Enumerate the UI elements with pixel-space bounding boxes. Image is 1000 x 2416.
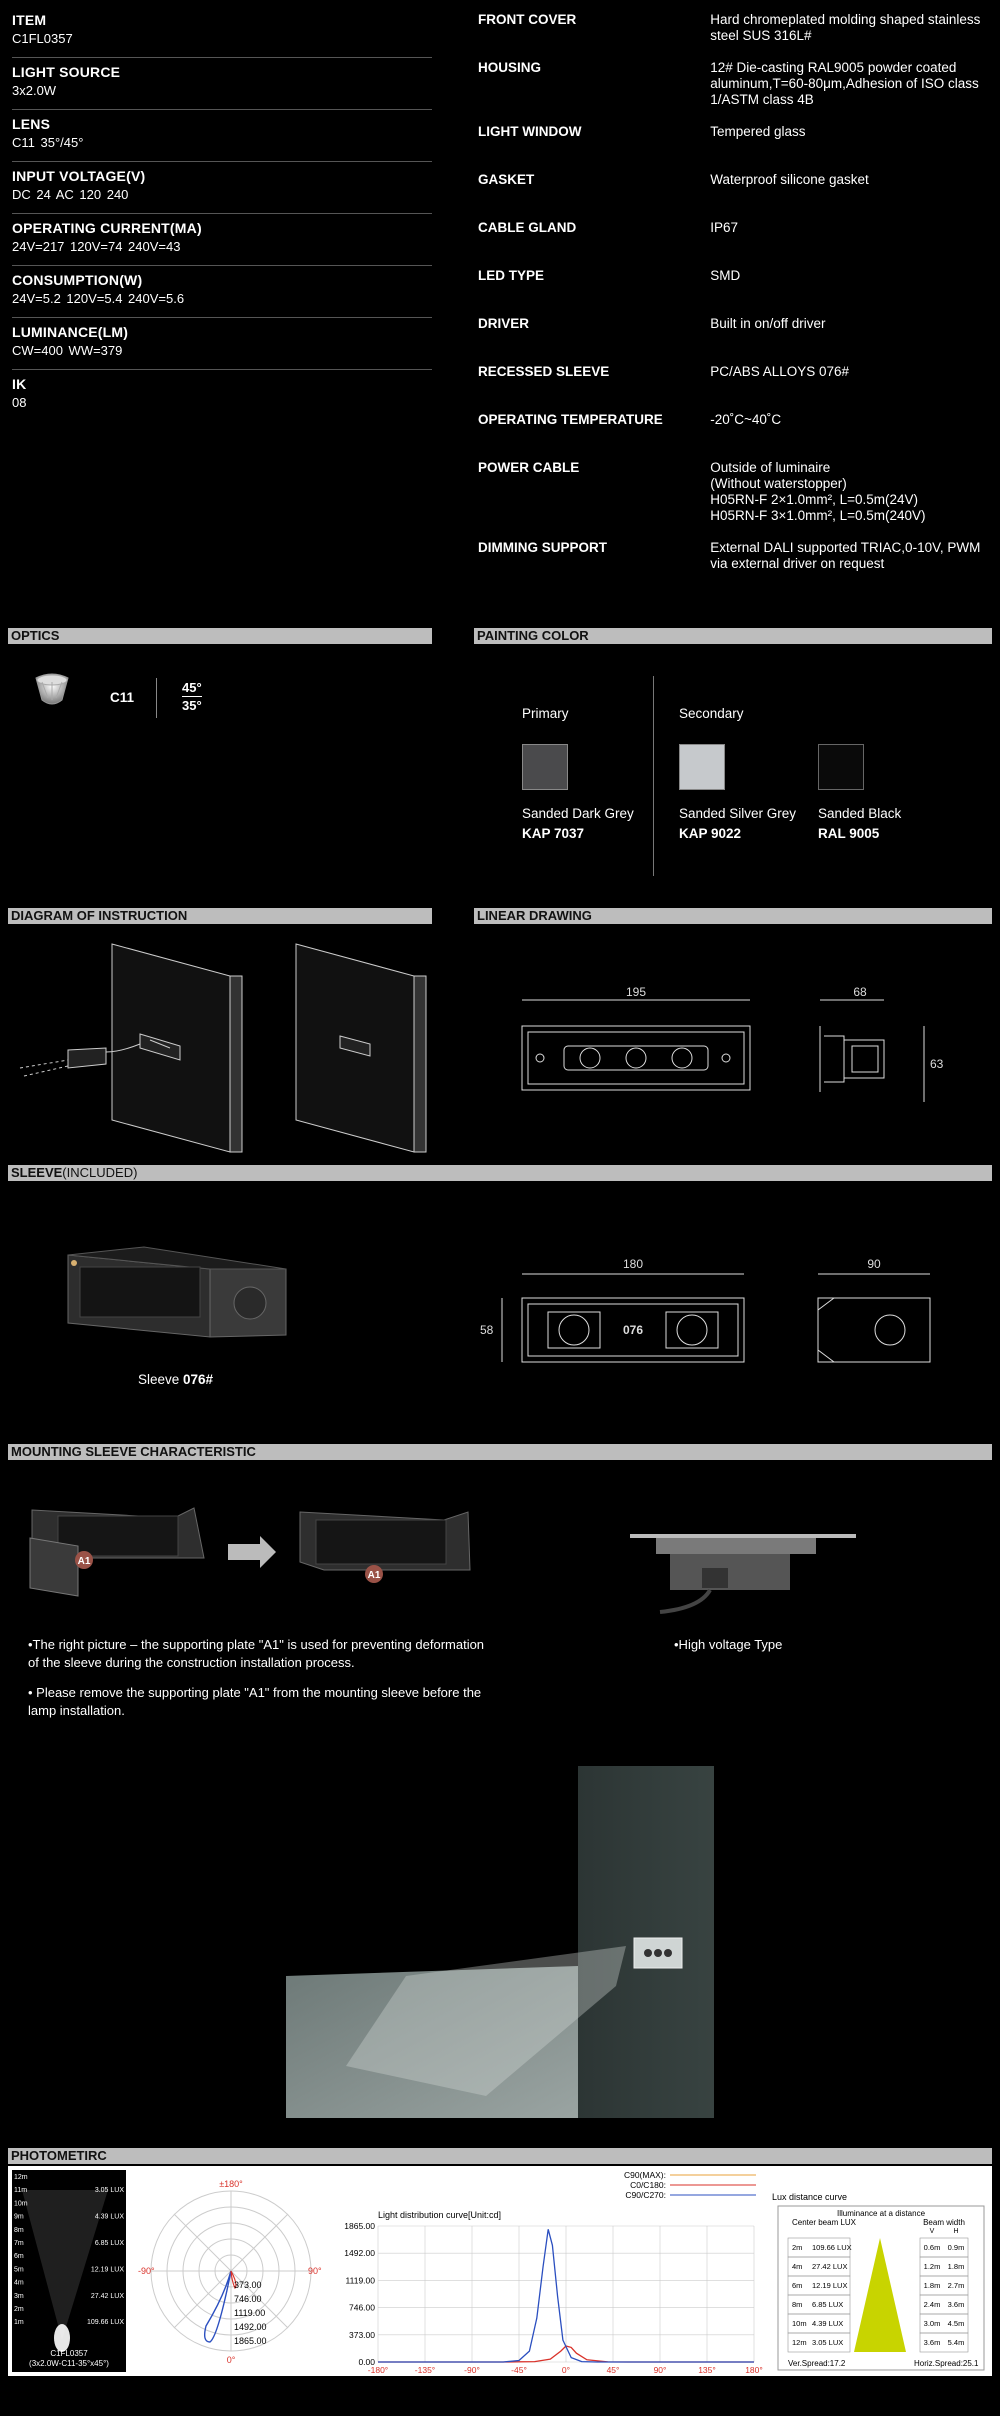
spec-label: RECESSED SLEEVE xyxy=(478,364,610,379)
dimension-height: 63 xyxy=(930,1057,944,1071)
section-header-photometric: PHOTOMETIRC xyxy=(8,2148,992,2164)
lux-distance-table xyxy=(774,2202,988,2372)
lens-name: C11 xyxy=(110,690,135,705)
polar-value: 1119.00 xyxy=(234,2308,266,2318)
spec-label: CONSUMPTION(W) xyxy=(12,272,143,288)
x-tick-label: -180° xyxy=(367,2365,389,2375)
beam-distance-label: 4m xyxy=(14,2279,24,2287)
spec-label: LIGHT WINDOW xyxy=(478,124,582,139)
spec-row xyxy=(478,316,998,332)
sleeve-image xyxy=(60,1245,300,1345)
beam-distance-label: 8m xyxy=(14,2226,24,2234)
spec-row xyxy=(12,168,432,214)
spec-value: C11 35°/45° xyxy=(12,135,84,150)
lux-row-distance: 10m xyxy=(792,2319,807,2328)
color-name: Sanded Silver Grey xyxy=(679,806,797,821)
lux-row-h: 5.4m xyxy=(947,2338,965,2347)
spec-value: Hard chromeplated molding shaped stainless steel SUS 316L# xyxy=(710,12,981,43)
spec-row xyxy=(478,172,998,188)
spec-value: 3x2.0W xyxy=(12,83,57,98)
color-swatch-black[interactable] xyxy=(818,744,864,790)
mounting-note-1: •The right picture – the supporting plate "A1" is used for preventing deformation of the sleeve during the construction installation process. xyxy=(28,1637,485,1670)
polar-value: 1492.00 xyxy=(234,2322,267,2332)
spec-label: INPUT VOLTAGE(V) xyxy=(12,168,146,184)
lux-row-v: 0.6m xyxy=(923,2243,941,2252)
spec-label: OPERATING CURRENT(MA) xyxy=(12,220,202,236)
application-render xyxy=(286,1766,714,2118)
y-tick-label: 746.00 xyxy=(349,2302,375,2313)
spec-label: ITEM xyxy=(12,12,47,28)
mounting-note-3: •High voltage Type xyxy=(674,1637,783,1652)
color-name: Sanded Dark Grey xyxy=(522,806,634,821)
lux-row-v: 3.6m xyxy=(923,2338,941,2347)
x-tick-label: 0° xyxy=(561,2365,571,2375)
spec-row xyxy=(12,324,432,370)
polar-value: 373.00 xyxy=(234,2280,262,2290)
beam-distance-label: 3m xyxy=(14,2292,24,2300)
beam-angle-bottom: 35° xyxy=(182,698,202,713)
spec-label: DRIVER xyxy=(478,316,530,331)
lux-row-h: 3.6m xyxy=(947,2300,965,2309)
spec-value: 24V=217 120V=74 240V=43 xyxy=(12,239,181,254)
dimension-width: 195 xyxy=(625,985,647,999)
y-tick-label: 1492.00 xyxy=(344,2248,375,2259)
spec-value: Built in on/off driver xyxy=(710,316,826,331)
polar-label-top: ±180° xyxy=(219,2179,243,2189)
legend-label: C90/C270: xyxy=(625,2190,666,2200)
beam-lux-label: 109.66 LUX xyxy=(87,2319,124,2327)
beam-caption-2: (3x2.0W-C11-35°x45°) xyxy=(29,2359,109,2368)
beam-distance-label: 5m xyxy=(14,2266,24,2274)
x-tick-label: 90° xyxy=(653,2365,667,2375)
spec-row xyxy=(478,124,998,140)
y-tick-label: 0.00 xyxy=(358,2357,375,2367)
spec-value: External DALI supported TRIAC,0-10V, PWM via external driver on request xyxy=(710,540,981,571)
lux-row-distance: 8m xyxy=(792,2300,803,2309)
beam-distance-label: 11m xyxy=(14,2187,28,2195)
lux-distance-title: Lux distance curve xyxy=(772,2192,848,2202)
beam-distance-label: 1m xyxy=(14,2319,24,2327)
high-voltage-image xyxy=(630,1528,860,1618)
spec-value: 12# Die-casting RAL9005 powder coated aluminum,T=60-80μm,Adhesion of ISO class 1/ASTM class 4B xyxy=(710,60,979,107)
lux-row-distance: 12m xyxy=(792,2338,807,2347)
lux-row-v: 1.2m xyxy=(923,2262,941,2271)
beam-lux-label: 27.42 LUX xyxy=(90,2292,124,2300)
lux-row-h: 2.7m xyxy=(947,2281,965,2290)
polar-value: 746.00 xyxy=(234,2294,262,2304)
beam-distance-label: 9m xyxy=(14,2213,24,2221)
lux-ver-spread: Ver.Spread:17.2 xyxy=(788,2359,846,2368)
lux-row-h: 4.5m xyxy=(947,2319,965,2328)
lens-icon xyxy=(32,672,72,714)
legend-label: C90(MAX): xyxy=(623,2170,666,2180)
spec-row xyxy=(478,220,998,236)
section-header-sleeve xyxy=(8,1165,992,1181)
spec-label: LIGHT SOURCE xyxy=(12,64,121,80)
dimension-depth: 68 xyxy=(853,985,867,999)
lux-row-h: 1.8m xyxy=(947,2262,965,2271)
spec-row xyxy=(478,460,998,524)
color-swatch-silver-grey[interactable] xyxy=(679,744,725,790)
spec-value: CW=400 WW=379 xyxy=(12,343,123,358)
color-code: KAP 9022 xyxy=(679,826,742,841)
x-tick-label: 45° xyxy=(606,2365,620,2375)
spec-row xyxy=(478,268,998,284)
spec-value: -20˚C~40˚C xyxy=(710,412,782,427)
lux-row-value: 6.85 LUX xyxy=(812,2300,844,2309)
x-tick-label: -135° xyxy=(414,2365,436,2375)
beam-diagram xyxy=(12,2170,126,2372)
lux-row-v: 1.8m xyxy=(923,2281,941,2290)
spec-row xyxy=(478,412,998,428)
section-header-optics: OPTICS xyxy=(8,628,432,644)
light-distribution-chart xyxy=(326,2166,766,2376)
sleeve-title: SLEEVE xyxy=(11,1165,63,1180)
spec-row xyxy=(12,220,432,266)
divider xyxy=(156,678,157,718)
chart-title: Light distribution curve[Unit:cd] xyxy=(378,2210,502,2220)
section-header-mounting: MOUNTING SLEEVE CHARACTERISTIC xyxy=(8,1444,992,1460)
lux-row-value: 3.05 LUX xyxy=(812,2338,844,2347)
installation-diagram xyxy=(10,940,430,1160)
spec-label: CABLE GLAND xyxy=(478,220,577,235)
spec-value: DC 24 AC 120 240 xyxy=(12,187,129,202)
y-tick-label: 1865.00 xyxy=(344,2221,375,2231)
section-header-diagram: DIAGRAM OF INSTRUCTION xyxy=(8,908,432,924)
lux-row-h: 0.9m xyxy=(947,2243,965,2252)
lux-hor-spread: Horiz.Spread:25.1 xyxy=(914,2359,979,2368)
spec-value: Tempered glass xyxy=(710,124,806,139)
spec-row xyxy=(478,540,998,572)
lux-table-title: Illuminance at a distance xyxy=(836,2209,926,2218)
lux-table-h: H xyxy=(953,2228,959,2235)
spec-list-left xyxy=(12,8,432,428)
sleeve-dimension-width: 180 xyxy=(622,1257,644,1271)
polar-label-bottom: 0° xyxy=(226,2355,236,2365)
section-header-linear: LINEAR DRAWING xyxy=(474,908,992,924)
photometric-panel xyxy=(8,2166,992,2376)
spec-row xyxy=(12,64,432,110)
spec-label: DIMMING SUPPORT xyxy=(478,540,608,555)
spec-label: LUMINANCE(LM) xyxy=(12,324,129,340)
x-tick-label: -90° xyxy=(464,2365,480,2375)
sleeve-dimension-depth: 90 xyxy=(867,1257,881,1271)
spec-row xyxy=(478,364,998,380)
beam-lux-label: 12.19 LUX xyxy=(90,2266,124,2274)
beam-lux-label: 4.39 LUX xyxy=(94,2213,124,2221)
lux-row-value: 12.19 LUX xyxy=(812,2281,848,2290)
beam-lux-label: 3.05 LUX xyxy=(94,2187,124,2195)
spec-value: 24V=5.2 120V=5.4 240V=5.6 xyxy=(12,291,185,306)
secondary-label: Secondary xyxy=(679,706,744,721)
spec-label: OPERATING TEMPERATURE xyxy=(478,412,663,427)
spec-value: Outside of luminaire (Without waterstopper) H05RN-F 2×1.0mm², L=0.5m(24V) H05RN-F 3×1.0mm², L=0.5m(240V) xyxy=(710,460,926,523)
linear-drawing xyxy=(474,980,994,1110)
spec-label: LENS xyxy=(12,116,51,132)
spec-value: Waterproof silicone gasket xyxy=(710,172,869,187)
lux-row-v: 3.0m xyxy=(923,2319,941,2328)
color-code: KAP 7037 xyxy=(522,826,585,841)
marker-a1: A1 xyxy=(367,1570,381,1581)
beam-lux-label: 6.85 LUX xyxy=(94,2240,124,2247)
lux-row-value: 27.42 LUX xyxy=(812,2262,848,2271)
polar-value: 1865.00 xyxy=(234,2336,267,2346)
polar-label-left: -90° xyxy=(138,2266,155,2276)
section-header-painting: PAINTING COLOR xyxy=(474,628,992,644)
spec-row xyxy=(478,12,998,44)
beam-distance-label: 2m xyxy=(14,2306,24,2313)
legend-label: C0/C180: xyxy=(630,2180,666,2190)
sleeve-caption-prefix: Sleeve xyxy=(138,1372,184,1387)
beam-angle-top: 45° xyxy=(182,680,202,695)
polar-chart xyxy=(136,2176,326,2366)
marker-a1: A1 xyxy=(77,1556,91,1567)
beam-caption-1: C1FL0357 xyxy=(50,2349,88,2358)
mounting-images xyxy=(24,1498,484,1608)
lux-row-distance: 2m xyxy=(792,2243,803,2252)
sleeve-caption-code: 076# xyxy=(183,1372,214,1387)
color-code: RAL 9005 xyxy=(818,826,880,841)
lux-row-distance: 4m xyxy=(792,2262,803,2271)
spec-value: IP67 xyxy=(710,220,738,235)
lux-table-v: V xyxy=(929,2228,935,2235)
color-swatch-dark-grey[interactable] xyxy=(522,744,568,790)
sleeve-drawing-label: 076 xyxy=(622,1323,644,1337)
color-name: Sanded Black xyxy=(818,806,902,821)
x-tick-label: 180° xyxy=(745,2365,763,2375)
y-tick-label: 1119.00 xyxy=(345,2275,375,2286)
spec-label: IK xyxy=(12,376,27,392)
spec-row xyxy=(12,272,432,318)
lux-row-v: 2.4m xyxy=(923,2300,941,2309)
x-tick-label: -45° xyxy=(511,2365,527,2375)
spec-value: 08 xyxy=(12,395,27,410)
sleeve-caption xyxy=(138,1372,213,1387)
lux-table-col1: Center beam LUX xyxy=(791,2218,857,2227)
spec-row xyxy=(12,12,432,58)
sleeve-drawing xyxy=(474,1250,994,1370)
spec-label: GASKET xyxy=(478,172,535,187)
spec-label: LED TYPE xyxy=(478,268,545,283)
spec-label: FRONT COVER xyxy=(478,12,577,27)
y-tick-label: 373.00 xyxy=(349,2329,375,2340)
beam-distance-label: 10m xyxy=(14,2200,28,2208)
lux-row-value: 109.66 LUX xyxy=(812,2243,852,2252)
sleeve-dimension-height: 58 xyxy=(480,1323,494,1337)
beam-distance-label: 12m xyxy=(14,2174,28,2181)
spec-label: POWER CABLE xyxy=(478,460,580,475)
beam-distance-label: 7m xyxy=(14,2240,24,2247)
polar-label-right: 90° xyxy=(308,2266,322,2276)
sleeve-subtitle: (INCLUDED) xyxy=(62,1165,138,1180)
spec-row xyxy=(12,116,432,162)
x-tick-label: 135° xyxy=(698,2365,716,2375)
spec-value: PC/ABS ALLOYS 076# xyxy=(710,364,850,379)
beam-distance-label: 6m xyxy=(14,2253,24,2261)
spec-value: C1FL0357 xyxy=(12,31,73,46)
lux-row-distance: 6m xyxy=(792,2281,803,2290)
spec-value: SMD xyxy=(710,268,741,283)
lux-row-value: 4.39 LUX xyxy=(812,2319,844,2328)
lux-table-col2: Beam width xyxy=(923,2218,965,2227)
spec-row xyxy=(478,60,998,108)
spec-row xyxy=(12,376,432,422)
mounting-note-2: • Please remove the supporting plate "A1" from the mounting sleeve before the lamp installation. xyxy=(28,1685,482,1718)
divider xyxy=(653,676,654,876)
primary-label: Primary xyxy=(522,706,569,721)
spec-label: HOUSING xyxy=(478,60,542,75)
